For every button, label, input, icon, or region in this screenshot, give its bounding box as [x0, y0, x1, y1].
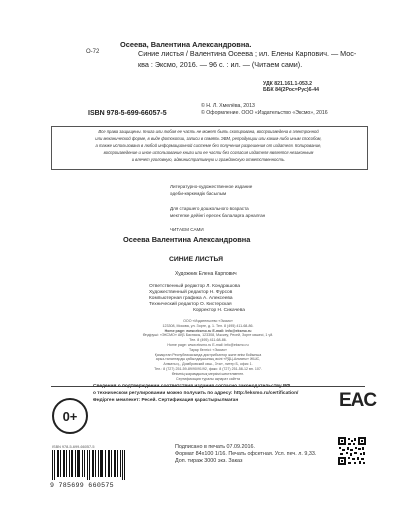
- compliance-line: Сведения о подтверждении соответствия издания согласно законодательству РФ: [93, 384, 291, 389]
- age-rating-text: 0+: [62, 408, 78, 424]
- print-line: Подписано в печать 07.09.2016.: [175, 444, 256, 450]
- edition-line: [170, 219, 265, 226]
- publisher-line: Тел. 8 (495) 411-68-86.: [189, 338, 227, 343]
- print-line: Доп. тираж 3000 экз. Заказ: [175, 458, 243, 464]
- compliance-line: Өндірген мемлекет: Ресей. Сертификация қарастырылмаған: [93, 397, 239, 403]
- rights-text: [51, 128, 366, 163]
- edition-line: мектепке дейінгі ересек балаларға арналған: [170, 212, 266, 218]
- publisher-line: Home page: www.eksmo.ru E-mail: info@eksmo.ru: [167, 342, 249, 347]
- bbk-code: ББК 84(2Рос=Рус)6-44: [263, 87, 320, 93]
- print-info: [175, 444, 316, 465]
- author-code: О-72: [86, 49, 100, 55]
- publisher-line: 123308, Москва, ул. Зорге, д. 1. Тел. 8 (495) 411-68-86.: [162, 323, 254, 328]
- publisher-line: ООО «Издательство «Эксмо»: [183, 319, 233, 323]
- credit-line: Технический редактор О. Кистерская: [149, 302, 232, 307]
- edition-line: ЧИТАЕМ САМИ: [170, 227, 204, 233]
- publisher-info: [108, 319, 308, 381]
- publisher-line: Өнімнің жарамдылық мерзімі шектелмеген.: [171, 371, 245, 376]
- publisher-line: Өндіруші: «ЭКСМО» АҚБ Баспасы, 123308, Мәскеу, Ресей, Зорге көшесі, 1 үй.: [142, 333, 274, 338]
- author-heading: Осеева, Валентина Александровна.: [120, 40, 252, 49]
- rights-line: или механической форме, в виде фотокопии, записи в память ЭВМ, репродукции или каким-либо иным способом,: [95, 136, 322, 141]
- edition-info: [170, 183, 265, 233]
- isbn: ISBN 978-5-699-66057-5: [88, 110, 167, 117]
- credit-line: Компьютерная графика А. Алексеева: [149, 296, 233, 301]
- rights-line: Все права защищены. Книга или любая ее часть не может быть скопирована, воспроизведена в электронной: [98, 129, 319, 134]
- edition-line: Литературно-художественное издание: [170, 184, 253, 189]
- barcode-icon: [52, 450, 126, 480]
- copyright-line: © Н. Л. Хмелёва, 2013: [201, 103, 255, 109]
- edition-line: әдеби-көркемдік басылым: [170, 191, 227, 197]
- credit-line: Ответственный редактор Л. Кондрашова: [149, 284, 240, 289]
- publisher-line: Қазақстан Республикасында дистрибьютор және өнім бойынша: [154, 352, 262, 357]
- barcode: [50, 445, 126, 489]
- barcode-number: 9 785699 660575: [50, 482, 114, 489]
- udk-code: УДК 821.161.1-053.2: [263, 81, 313, 87]
- qr-code-icon: [338, 437, 366, 465]
- age-rating-badge: [52, 398, 88, 434]
- publisher-line: арыз-талаптарды қабылдаушының өкілі «РДЦ-Алматы» ЖШС,: [155, 357, 261, 362]
- rights-line: воспроизведение и иное использование книги или ее части без согласия издателя является незаконным: [103, 150, 314, 155]
- copyright-line: © Оформление. ООО «Издательство «Эксмо», 2016: [201, 110, 328, 116]
- publisher-line: Алматы қ., Домбровский көш., 3«а», литер Б, офис 1.: [163, 362, 253, 367]
- publisher-line: Home page: www.eksmo.ru E-mail: info@eksmo.ru: [164, 328, 252, 333]
- eac-mark: EAC: [339, 390, 377, 411]
- rights-line: а также использована в любой информационной системе без получения разрешения от издателя. Копирование,: [95, 143, 322, 148]
- barcode-isbn: ISBN 978-5-699-66057-5: [52, 445, 95, 449]
- compliance-text: [93, 384, 298, 404]
- credits: [149, 284, 289, 314]
- book-title: СИНИЕ ЛИСТЬЯ: [169, 256, 224, 263]
- catalog-description: [138, 49, 356, 70]
- edition-line: [170, 197, 265, 204]
- desc-line: Синие листья / Валентина Осеева ; ил. Елены Карпович. — Мос-: [138, 49, 357, 58]
- publisher-line: Тел.: 8 (727) 251-59-89/90/91/92, факс: 8 (727) 251-58-12 вн. 107.: [154, 366, 262, 371]
- rights-line: и влечет уголовную, административную и гражданскую ответственность.: [131, 157, 286, 162]
- desc-line: ква : Эксмо, 2016. — 96 с. : ил. — (Читаем сами).: [138, 59, 303, 69]
- print-line: Формат 84х100 1/16. Печать офсетная. Усл. печ. л. 9,33.: [175, 451, 317, 457]
- publisher-line: Сертификация туралы ақпарат сайтта: [175, 376, 241, 381]
- credit-line: Художественный редактор Н. Фурсов: [149, 290, 233, 295]
- author-name: Осеева Валентина Александровна: [123, 235, 251, 244]
- illustrator: Художник Елена Карпович: [175, 271, 237, 277]
- edition-line: Для старшего дошкольного возраста: [170, 205, 249, 211]
- credit-line: Корректор Н. Сикачева: [193, 308, 245, 313]
- publisher-line: Тауар белгісі: «Эксмо»: [189, 347, 227, 352]
- compliance-line: о техническом регулировании можно получить по адресу: http://eksmo.ru/certification/: [93, 390, 299, 396]
